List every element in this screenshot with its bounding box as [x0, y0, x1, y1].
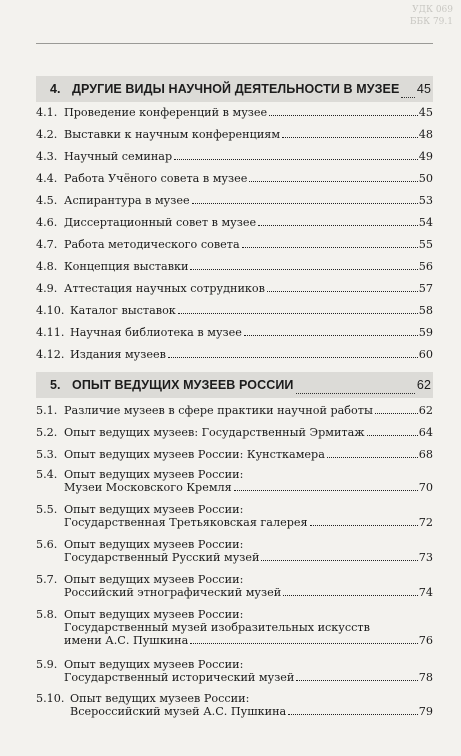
toc-text: Работа Учёного совета в музее	[64, 172, 248, 185]
toc-text: 45	[418, 106, 433, 119]
toc-entry	[36, 326, 433, 339]
toc-text: Научная библиотека в музее	[70, 326, 242, 339]
toc-entry-multiline	[36, 608, 433, 647]
toc-text: имени А.С. Пушкина	[64, 634, 189, 647]
toc-entry	[36, 106, 433, 119]
toc-text: 60	[418, 348, 433, 361]
toc-text: Аспирантура в музее	[64, 194, 190, 207]
toc-text: Научный семинар	[64, 150, 173, 163]
toc-text: 4.12.	[36, 348, 65, 361]
toc-text: 45	[416, 82, 431, 96]
toc-text: 5.10.	[36, 692, 65, 705]
toc-entry-multiline	[36, 692, 433, 718]
toc-entry	[36, 150, 433, 163]
toc-text: Опыт ведущих музеев России:	[64, 608, 244, 621]
toc-text: 4.11.	[36, 326, 65, 339]
toc-text: 49	[418, 150, 433, 163]
toc-text: 70	[418, 481, 433, 494]
toc-entry-multiline	[36, 573, 433, 599]
toc-text: Опыт ведущих музеев России:	[64, 573, 244, 586]
toc-entry	[36, 448, 433, 461]
toc-text: Издания музеев	[70, 348, 166, 361]
toc-text: Музеи Московского Кремля	[64, 481, 232, 494]
leader-dots	[244, 335, 418, 336]
toc-text: 5.4.	[36, 468, 58, 481]
leader-dots	[267, 291, 418, 292]
toc-text: Каталог выставок	[70, 304, 176, 317]
leader-dots	[401, 97, 414, 98]
toc-text: 72	[418, 516, 433, 529]
toc-text: 5.8.	[36, 608, 58, 621]
toc-entry	[36, 304, 433, 317]
toc-text: 64	[418, 426, 433, 439]
toc-text: Различие музеев в сфере практики научной работы	[64, 404, 373, 417]
toc-text: 56	[418, 260, 433, 273]
toc-text: 4.10.	[36, 304, 65, 317]
toc-text: 4.8.	[36, 260, 58, 273]
leader-dots	[310, 525, 418, 526]
toc-text: Государственная Третьяковская галерея	[64, 516, 308, 529]
section-heading	[36, 76, 433, 102]
toc-text: 73	[418, 551, 433, 564]
leader-dots	[234, 490, 418, 491]
toc-text: 5.6.	[36, 538, 58, 551]
toc-text: 5.9.	[36, 658, 58, 671]
toc-text: Государственный музей изобразительных искусств	[64, 621, 370, 634]
toc-text: Опыт ведущих музеев России:	[64, 503, 244, 516]
leader-dots	[249, 181, 417, 182]
toc-text: ДРУГИЕ ВИДЫ НАУЧНОЙ ДЕЯТЕЛЬНОСТИ В МУЗЕЕ	[72, 82, 400, 96]
toc-text: 5.2.	[36, 426, 58, 439]
toc-text: 4.7.	[36, 238, 58, 251]
toc-entry	[36, 348, 433, 361]
toc-text: 4.2.	[36, 128, 58, 141]
toc-text: Опыт ведущих музеев России: Кунсткамера	[64, 448, 325, 461]
toc-text: 4.1.	[36, 106, 58, 119]
toc-text: Опыт ведущих музеев России:	[64, 468, 244, 481]
toc-text: 4.5.	[36, 194, 58, 207]
toc-entry-multiline	[36, 538, 433, 564]
leader-dots	[242, 247, 418, 248]
toc-text: Проведение конференций в музее	[64, 106, 268, 119]
toc-text: 62	[418, 404, 433, 417]
leader-dots	[296, 393, 415, 394]
toc-entry	[36, 172, 433, 185]
toc-entry	[36, 260, 433, 273]
toc-text: Всероссийский музей А.С. Пушкина	[70, 705, 287, 718]
leader-dots	[174, 159, 418, 160]
leader-dots	[190, 643, 417, 644]
toc-text: Аттестация научных сотрудников	[64, 282, 265, 295]
toc-text: 79	[418, 705, 433, 718]
toc-text: 55	[418, 238, 433, 251]
toc-text: Работа методического совета	[64, 238, 240, 251]
toc-text: Российский этнографический музей	[64, 586, 282, 599]
toc-entry	[36, 216, 433, 229]
leader-dots	[367, 435, 418, 436]
toc-entry	[36, 238, 433, 251]
toc-entry-multiline	[36, 503, 433, 529]
toc-text: ОПЫТ ВЕДУЩИХ МУЗЕЕВ РОССИИ	[72, 378, 294, 392]
toc-text: 54	[418, 216, 433, 229]
toc-text: 59	[418, 326, 433, 339]
toc-text: ББК 79.1	[409, 17, 453, 27]
toc-text: 4.9.	[36, 282, 58, 295]
toc-text: 5.7.	[36, 573, 58, 586]
toc-text: 78	[418, 671, 433, 684]
leader-dots	[168, 357, 418, 358]
toc-entry	[36, 128, 433, 141]
toc-text: 68	[418, 448, 433, 461]
leader-dots	[327, 457, 418, 458]
toc-text: 5.5.	[36, 503, 58, 516]
leader-dots	[178, 313, 418, 314]
toc-text: Выставки к научным конференциям	[64, 128, 281, 141]
toc-text: 5.1.	[36, 404, 58, 417]
leader-dots	[269, 115, 418, 116]
toc-entry	[36, 404, 433, 417]
top-rule	[36, 43, 433, 44]
toc-text: Диссертационный совет в музее	[64, 216, 257, 229]
toc-text: УДК 069	[412, 5, 453, 15]
leader-dots	[375, 413, 418, 414]
toc-text: 4.4.	[36, 172, 58, 185]
toc-entry-multiline	[36, 658, 433, 684]
leader-dots	[296, 680, 417, 681]
toc-entry	[36, 426, 433, 439]
toc-text: Государственный исторический музей	[64, 671, 295, 684]
toc-text: 58	[418, 304, 433, 317]
toc-text: Концепция выставки	[64, 260, 189, 273]
toc-entry-multiline	[36, 468, 433, 494]
toc-text: Государственный Русский музей	[64, 551, 260, 564]
leader-dots	[261, 560, 417, 561]
toc-text: Опыт ведущих музеев России:	[64, 658, 244, 671]
section-heading	[36, 372, 433, 398]
leader-dots	[282, 137, 418, 138]
toc-text: 4.	[50, 82, 61, 96]
toc-text: 74	[418, 586, 433, 599]
toc-text: Опыт ведущих музеев: Государственный Эрмитаж	[64, 426, 365, 439]
toc-entry	[36, 282, 433, 295]
toc-text: 5.3.	[36, 448, 58, 461]
leader-dots	[192, 203, 418, 204]
toc-text: Опыт ведущих музеев России:	[70, 692, 250, 705]
toc-text: 48	[418, 128, 433, 141]
toc-text: 76	[418, 634, 433, 647]
toc-text: 5.	[50, 378, 61, 392]
toc-text: 50	[418, 172, 433, 185]
leader-dots	[283, 595, 418, 596]
toc-text: Опыт ведущих музеев России:	[64, 538, 244, 551]
bleed-through-text	[410, 4, 453, 28]
leader-dots	[288, 714, 418, 715]
toc-text: 53	[418, 194, 433, 207]
leader-dots	[258, 225, 418, 226]
toc-text: 4.6.	[36, 216, 58, 229]
toc-entry	[36, 194, 433, 207]
toc-text: 57	[418, 282, 433, 295]
toc-text: 62	[416, 378, 431, 392]
toc-text: 4.3.	[36, 150, 58, 163]
leader-dots	[190, 269, 417, 270]
